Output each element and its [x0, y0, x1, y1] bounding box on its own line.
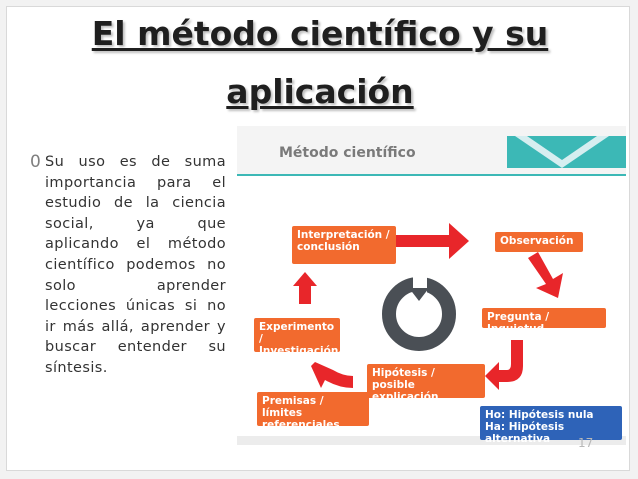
node-pregunta [482, 308, 606, 335]
slide-title-line-2: aplicación [226, 72, 414, 111]
node-observacion [495, 232, 583, 252]
scientific-method-diagram [237, 126, 626, 445]
node-text: conclusión [297, 241, 360, 253]
node-text: explicación [372, 391, 439, 403]
arrow-curved-bottom-right [485, 340, 523, 390]
arrow-curved-bottom-left [311, 362, 353, 388]
node-experimento [254, 318, 340, 357]
bullet-text: Su uso es de suma importancia para el estudio de la ciencia social, ya que aplicando el método científico podemos no solo aprender lecciones únicas si no ir más allá, aprender y buscar entender su síntesis. [45, 154, 226, 376]
node-premisas [257, 392, 369, 431]
node-interpretacion [292, 226, 396, 264]
arrow-down-right [528, 252, 563, 298]
node-text: Ha: Hipótesis alternativa [485, 421, 565, 445]
arrow-right-top [392, 223, 469, 259]
node-text: referenciales [262, 419, 340, 431]
node-text: Hipótesis / posible [372, 367, 435, 391]
node-text: Observación [500, 235, 574, 247]
node-text: Investigación [259, 345, 339, 357]
diagram-title: Método científico [279, 145, 416, 161]
arrow-up-left [293, 272, 317, 304]
bullet-marker: 0 [30, 152, 42, 172]
cycle-icon [389, 274, 449, 344]
page-number: 17 [578, 436, 594, 450]
node-text: Ho: Hipótesis nula [485, 409, 594, 421]
node-hipotesis [367, 364, 485, 403]
node-text: Premisas / límites [262, 395, 324, 419]
header-rule [237, 174, 626, 176]
slide-title-line-1: El método científico y su [91, 14, 549, 53]
bullet-paragraph [30, 152, 226, 379]
node-text: Interpretación / [297, 229, 390, 241]
node-text: Experimento / [259, 321, 335, 345]
node-text: Pregunta / Inquietud [487, 311, 550, 335]
